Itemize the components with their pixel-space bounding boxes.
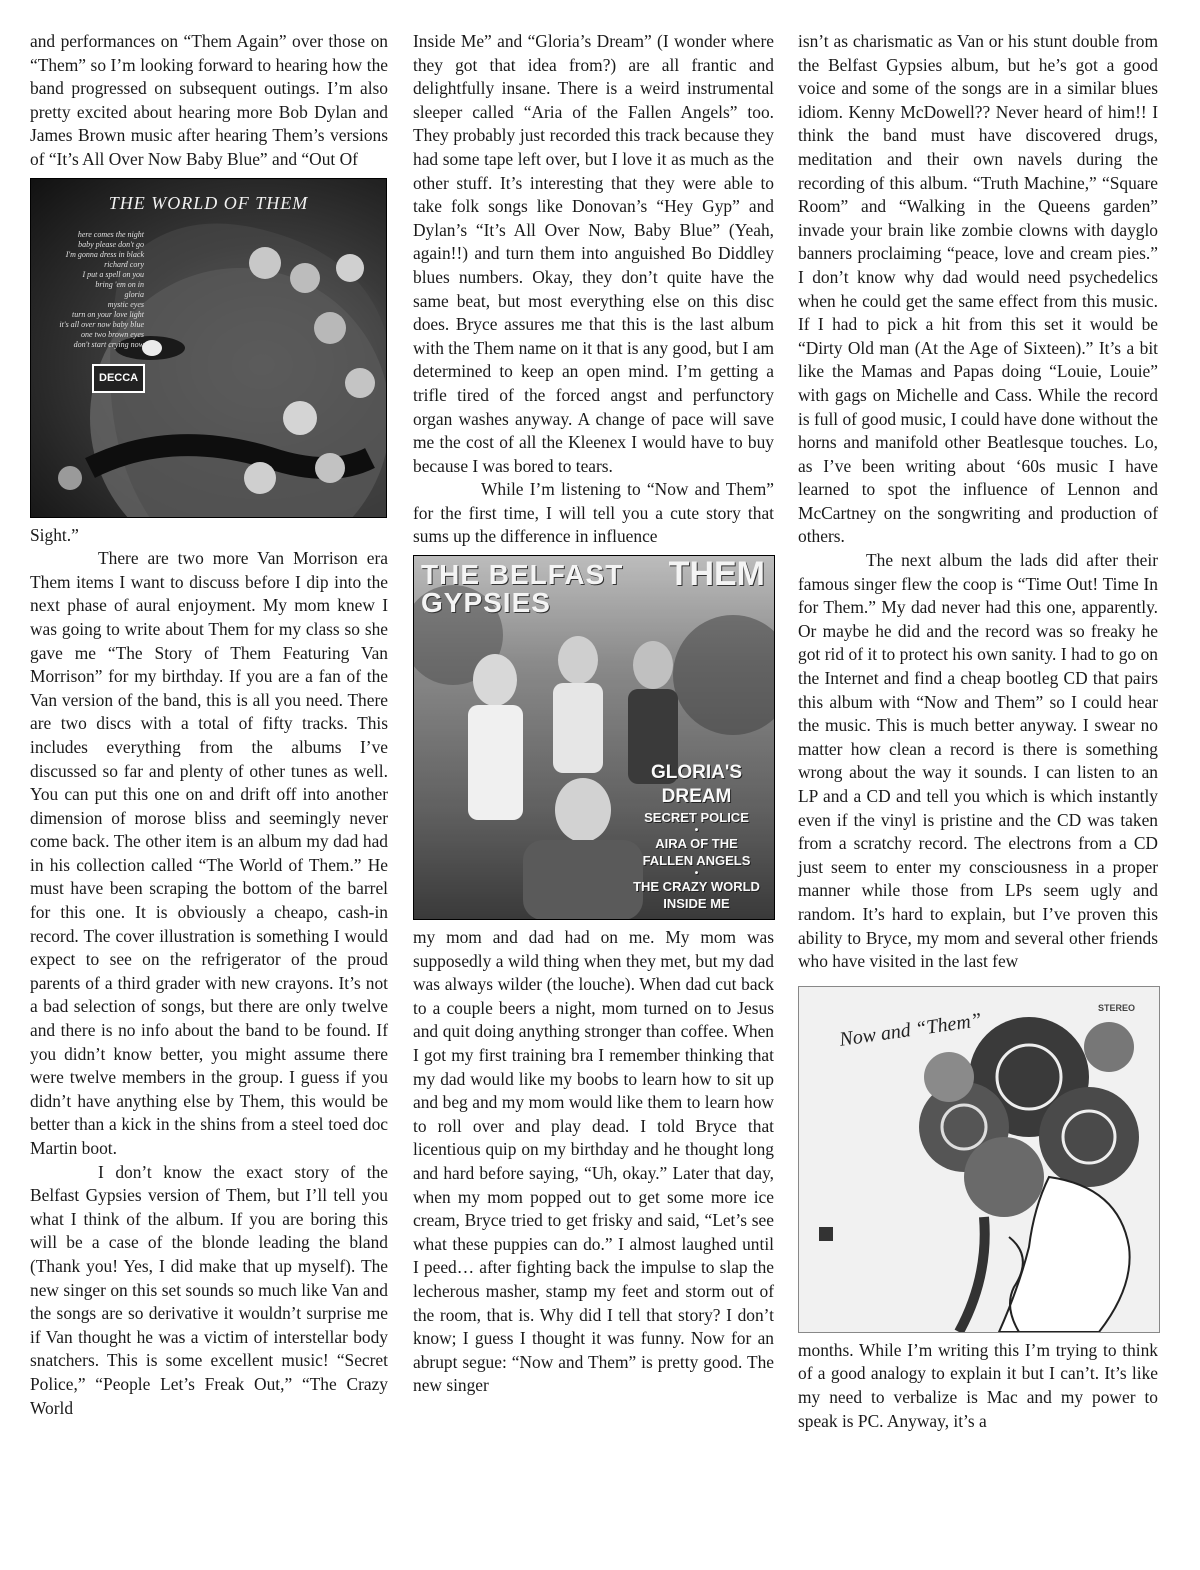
track: INSIDE ME	[663, 896, 730, 912]
track: it's all over now baby blue	[59, 319, 144, 329]
them-logo-text: THEM	[668, 555, 765, 594]
record-label-logo: DECCA	[92, 364, 145, 394]
paragraph: months. While I’m writing this I’m trying to think of a good analogy to explain it but I can’t. It’s like my need to verbalize is Mac and my power to speak is PC. Anyway, it’s a	[798, 1339, 1158, 1431]
track: FALLEN ANGELS	[642, 853, 751, 869]
track: I'm gonna dress in black	[65, 249, 144, 259]
paragraph: The next album the lads did after their famous singer flew the coop is “Time Out! Time In for Them.” My dad never had this one, apparently. Or maybe he did and the record was so freaky he got rid of it to protect his own sanity. I had to go on the Internet and find a cheap bootleg CD that pairs this album with “Now and Them” so I could hear the music. This is much better anyway. I swear no matter how clean a record is there is something wrong about the way it sounds. I can listen to an LP and a CD and tell you which is which instantly even if the vinyl is pristine and the CD was taken from a scratchy record. The electrons from a CD just seem to enter my consciousness in a proper manner while those from LPs seem ugly and random. It’s hard to explain, but I’ve proven this ability to Bryce, my mom and several other friends who have visited in the last few	[798, 550, 1158, 972]
bullet-dot: •	[694, 825, 699, 837]
track: bring 'em on in	[95, 279, 144, 289]
album-title-line: THE BELFAST	[421, 559, 624, 591]
track: baby please don't go	[78, 239, 144, 249]
track: I put a spell on you	[82, 269, 144, 279]
track: richard cory	[104, 259, 144, 269]
column-2	[413, 30, 774, 1398]
track: AIRA OF THE	[655, 836, 738, 852]
track: GLORIA'S DREAM	[650, 762, 743, 808]
track: THE CRAZY WORLD	[633, 879, 760, 895]
track: gloria	[124, 289, 144, 299]
track: don't start crying now	[73, 339, 144, 349]
album-title-line: GYPSIES	[421, 587, 551, 619]
track: mystic eyes	[107, 299, 144, 309]
belfast-gypsies-album-cover	[413, 555, 775, 920]
paragraph: and performances on “Them Again” over those on “Them” so I’m looking forward to hearing how the band progressed on subsequent outings. I’m also pretty excited about hearing more Bob Dylan and James Brown music after hearing Them’s versions of “It’s All Over Now Baby Blue” and “Out Of	[30, 31, 388, 169]
paragraph: While I’m listening to “Now and Them” for the first time, I will tell you a cute story that sums up the difference in influence	[413, 479, 774, 547]
album-title	[421, 561, 623, 617]
track: turn on your love light	[72, 309, 144, 319]
album-title: THE WORLD OF THEM	[108, 192, 309, 213]
column-1	[30, 30, 388, 1420]
paragraph: There are two more Van Morrison era Them items I want to discuss before I dip into the next phase of aural enjoyment. My mom knew I was going to write about Them for my class so she gave me “The Story of Them Featuring Van Morrison” for my birthday. If you are a fan of the Van version of the band, this is all you need. There are two discs with a total of fifty tracks. This includes everything from the albums I’ve discussed so far and plenty of other tunes as well. You can put this one on and drift off into another dimension of morose bliss and seemingly never come back. The other item is an album my dad had in his collection called “The World of Them.” He must have been scraping the bottom of the barrel for this one. It is obviously a cheapo, cash-in record. The cover illustration is something I would expect to see on the refrigerator of the proud parents of a third grader with new crayons. It’s not a bad selection of songs, but there are only twelve and there is no info about the band to be found. If you didn’t know better, you might assume there were twelve members in the group. I guess if you didn’t have anything else by Them, this would be better than a kick in the shins from a steel toed doc Martin boot.	[30, 548, 388, 1158]
stereo-badge: STEREO	[1097, 1002, 1135, 1013]
column-3	[798, 30, 1158, 1433]
paragraph: Inside Me” and “Gloria’s Dream” (I wonder where they got that idea from?) are all frantic and delightfully insane. There is a weird instrumental sleeper called “Aria of the Fallen Angels” too. They probably just recorded this track because they had some tape left over, but I love it as much as the other stuff. It’s interesting that they were able to take folk songs like Donovan’s “Hey Gyp” and Dylan’s “It’s All Over Now, Baby Blue” (Yeah, again!!) and turn them into anguished Bo Diddley blues numbers. Okay, they don’t quite have the same beat, but most everything else on this disc does. Bryce assures me that this is the last album with the Them name on it that is any good, but I am determined to keep an open mind. I’m getting a trifle tired of the forced angst and perfunctory organ washes anyway. A change of pace will save me the cost of all the Kleenex I would have to buy because I was bored to tears.	[413, 31, 774, 476]
paragraph: I don’t know the exact story of the Belfast Gypsies version of Them, but I’ll tell you what I think of the album. If you are boring this will be a case of the blonde leading the bland (Thank you! Yes, I did make that up myself). The new singer on this set sounds so much like Van and the songs are so derivative it wouldn’t surprise me if Van thought he was a victim of interstellar body snatchers. This is some excellent music! “Secret Police,” “People Let’s Freak Out,” “The Crazy World	[30, 1161, 388, 1418]
track-list	[44, 230, 144, 350]
now-and-them-album-cover	[798, 986, 1160, 1333]
paragraph: isn’t as charismatic as Van or his stunt double from the Belfast Gypsies album, but he’s got a good voice and some of the songs are in a similar blues idiom. Kenny McDowell?? Never heard of him!! I think the band must have discovered drugs, meditation and their own navels during the recording of this album. “Truth Machine,” “Square Room” and “Walking in the Queens garden” invade your brain like zombie clowns with dayglo banners proclaiming “peace, love and cream pies.” I don’t know why dad would need psychedelics when he could get the same effect from this music. If I had to pick a hit from this set it would be “Dirty Old man (At the Age of Sixteen).” It’s a bit like the Mamas and Papas doing “Louie, Louie” with gags on Michelle and Cass. While the record is full of good music, I could have done without the horns and manifold other Beatlesque touches. Lo, as I’ve been writing about ‘60s music I have learned to spot the influence of Lennon and McCartney on the songwriting and production of others.	[798, 31, 1158, 547]
track: here comes the night	[77, 229, 144, 239]
album-title: Now and “Them”	[838, 1008, 984, 1051]
bullet-dot: •	[694, 868, 699, 880]
track-list	[624, 761, 769, 912]
paragraph: Sight.”	[30, 524, 79, 545]
track: SECRET POLICE	[644, 810, 749, 826]
track: one two brown eyes	[80, 329, 144, 339]
paragraph: my mom and dad had on me. My mom was supposedly a wild thing when they met, but my dad was always wilder (the louche). When dad cut back to a couple beers a night, mom turned on to Jesus and quit doing anything stronger than coffee. When I got my first training bra I remember thinking that my dad would like my boobs to learn how to sit up and beg and my mom would like them to learn how to roll over and play dead. I told Bryce that licentious quip on my birthday and he thought long and hard before saying, “Uh, okay.” Later that day, when my mom popped out to get some more ice cream, Bryce tried to get frisky and said, “Let’s see what these puppies can do.” I almost laughed until I peed… after fighting back the impulse to slap the lecherous masher, stamp my feet and storm out of the room, that is. Why did I tell that story? I don’t know; I guess I thought it was funny. Now for an abrupt segue: “Now and Them” is pretty good. The new singer	[413, 927, 774, 1396]
world-of-them-album-cover	[30, 178, 387, 518]
